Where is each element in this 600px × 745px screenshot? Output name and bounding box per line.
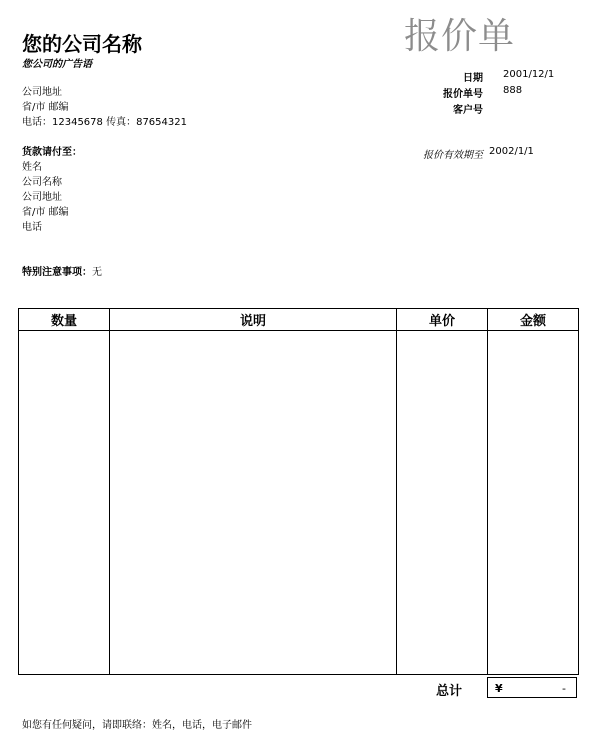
total-label: 总计: [436, 684, 463, 699]
items-table: [18, 308, 579, 675]
customer-number-label: 客户号: [453, 105, 483, 116]
bill-to-label: 货款请付至：: [22, 147, 82, 158]
notes-label: 特别注意事项：: [22, 267, 92, 278]
bill-to-company: 公司名称: [22, 177, 62, 188]
notes-line: [22, 265, 102, 280]
bill-to-name: 姓名: [22, 162, 42, 173]
document-title: 报价单: [404, 16, 516, 57]
total-amount: -: [562, 682, 566, 695]
total-currency: ¥: [495, 682, 503, 695]
company-city-zip: 省/市 邮编: [22, 102, 69, 113]
bill-to-address: 公司地址: [22, 192, 62, 203]
footer-contact-note: 如您有任何疑问，请即联络：姓名，电话，电子邮件: [22, 720, 252, 731]
bill-to-phone: 电话: [22, 222, 42, 233]
quote-number-value: 888: [503, 85, 523, 96]
table-row: [19, 331, 579, 675]
quote-number-label: 报价单号: [443, 89, 483, 100]
company-contact: 电话：12345678 传真：87654321: [22, 117, 187, 128]
date-label: 日期: [463, 73, 483, 84]
bill-to-block: [22, 145, 82, 235]
header-unit-price: 单价: [397, 309, 488, 331]
notes-value: 无: [92, 267, 102, 278]
company-address-block: [22, 85, 187, 130]
company-slogan: 您公司的广告语: [22, 59, 92, 70]
total-box: [487, 677, 577, 698]
header-quantity: 数量: [19, 309, 110, 331]
company-address: 公司地址: [22, 87, 62, 98]
header-description: 说明: [110, 309, 397, 331]
company-name: 您的公司名称: [22, 32, 142, 56]
amount-cell: [488, 331, 579, 675]
valid-until-value: 2002/1/1: [489, 146, 534, 157]
bill-to-city-zip: 省/市 邮编: [22, 207, 69, 218]
header-amount: 金额: [488, 309, 579, 331]
valid-until-label: 报价有效期至: [423, 150, 483, 161]
date-value: 2001/12/1: [503, 69, 555, 80]
table-header-row: [19, 309, 579, 331]
description-cell: [110, 331, 397, 675]
unit-price-cell: [397, 331, 488, 675]
quantity-cell: [19, 331, 110, 675]
